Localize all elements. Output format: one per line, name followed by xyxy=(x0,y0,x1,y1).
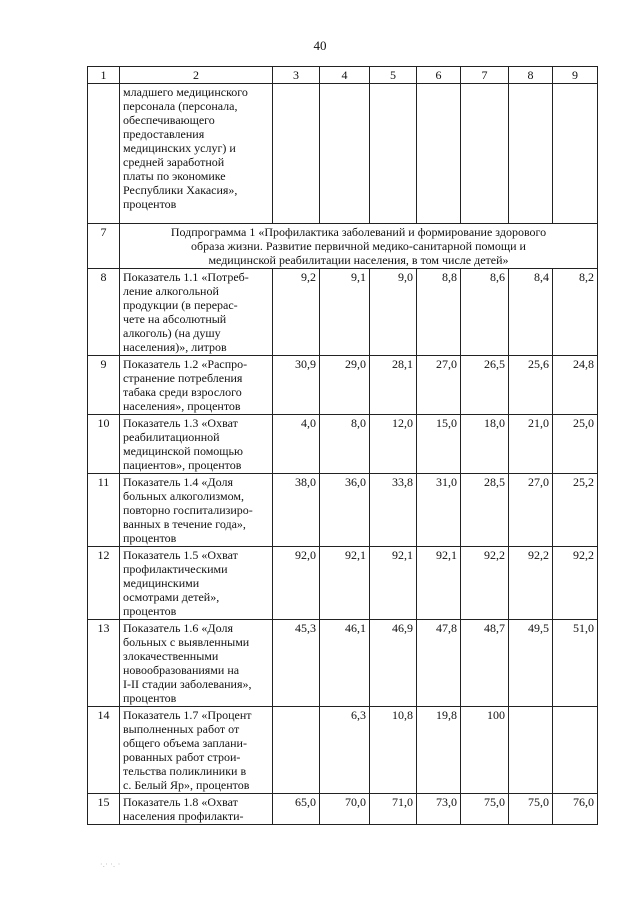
indicator-row xyxy=(88,269,598,356)
empty-cell xyxy=(273,84,320,224)
empty-cell xyxy=(461,84,509,224)
value-cell: 12,0 xyxy=(370,415,417,474)
value-cell: 92,1 xyxy=(417,547,461,620)
value-cell: 92,0 xyxy=(273,547,320,620)
value-cell: 27,0 xyxy=(417,356,461,415)
indicator-row xyxy=(88,356,598,415)
value-cell: 49,5 xyxy=(509,620,553,707)
continuation-text: младшего медицинского персонала (персонала, обеспечивающего предоставления медицинских услуг) и средней заработной платы по экономике Республики Хакасия», процентов xyxy=(120,84,273,224)
value-cell: 9,2 xyxy=(273,269,320,356)
column-header: 3 xyxy=(273,67,320,84)
column-header: 8 xyxy=(509,67,553,84)
scan-artifact: ·.· ·. · xyxy=(100,860,121,869)
value-cell: 92,1 xyxy=(370,547,417,620)
column-header: 4 xyxy=(320,67,370,84)
value-cell: 25,2 xyxy=(553,474,598,547)
value-cell: 6,3 xyxy=(320,707,370,794)
value-cell: 21,0 xyxy=(509,415,553,474)
indicator-row xyxy=(88,547,598,620)
value-cell: 38,0 xyxy=(273,474,320,547)
value-cell: 31,0 xyxy=(417,474,461,547)
column-header: 9 xyxy=(553,67,598,84)
row-number: 15 xyxy=(88,794,120,825)
row-number: 10 xyxy=(88,415,120,474)
value-cell: 26,5 xyxy=(461,356,509,415)
value-cell: 25,6 xyxy=(509,356,553,415)
indicator-name: Показатель 1.4 «Доля больных алкоголизмом, повторно госпитализиро- ванных в течение года», процентов xyxy=(120,474,273,547)
value-cell: 33,8 xyxy=(370,474,417,547)
indicator-name: Показатель 1.7 «Процент выполненных работ от общего объема заплани- рованных работ строи- тельства поликлиники в с. Белый Яр», процентов xyxy=(120,707,273,794)
header-row xyxy=(88,67,598,84)
row-number-cell xyxy=(88,84,120,224)
indicator-name: Показатель 1.1 «Потреб- ление алкогольной продукции (в перерас- чете на абсолютный алкоголь) (на душу населения)», литров xyxy=(120,269,273,356)
row-number: 8 xyxy=(88,269,120,356)
value-cell: 75,0 xyxy=(509,794,553,825)
value-cell: 47,8 xyxy=(417,620,461,707)
value-cell: 46,1 xyxy=(320,620,370,707)
column-header: 2 xyxy=(120,67,273,84)
value-cell: 28,5 xyxy=(461,474,509,547)
row-number: 13 xyxy=(88,620,120,707)
value-cell: 9,1 xyxy=(320,269,370,356)
indicator-row xyxy=(88,794,598,825)
value-cell: 75,0 xyxy=(461,794,509,825)
value-cell: 18,0 xyxy=(461,415,509,474)
value-cell: 48,7 xyxy=(461,620,509,707)
value-cell xyxy=(553,707,598,794)
column-header: 7 xyxy=(461,67,509,84)
value-cell: 19,8 xyxy=(417,707,461,794)
value-cell: 8,8 xyxy=(417,269,461,356)
value-cell: 8,4 xyxy=(509,269,553,356)
value-cell: 24,8 xyxy=(553,356,598,415)
subprogram-title: Подпрограмма 1 «Профилактика заболеваний и формирование здорового образа жизни. Развитие первичной медико-санитарной помощи и медицинской реабилитации населения, в том числе детей» xyxy=(120,224,598,269)
indicator-name: Показатель 1.3 «Охват реабилитационной медицинской помощью пациентов», процентов xyxy=(120,415,273,474)
value-cell: 27,0 xyxy=(509,474,553,547)
column-header: 1 xyxy=(88,67,120,84)
indicator-name: Показатель 1.8 «Охват населения профилакти- xyxy=(120,794,273,825)
value-cell: 73,0 xyxy=(417,794,461,825)
row-number: 9 xyxy=(88,356,120,415)
value-cell: 9,0 xyxy=(370,269,417,356)
empty-cell xyxy=(417,84,461,224)
value-cell: 92,1 xyxy=(320,547,370,620)
value-cell: 8,6 xyxy=(461,269,509,356)
indicator-row xyxy=(88,415,598,474)
empty-cell xyxy=(320,84,370,224)
indicator-row xyxy=(88,707,598,794)
indicator-name: Показатель 1.6 «Доля больных с выявленными злокачественными новообразованиями на I-II стадии заболевания», процентов xyxy=(120,620,273,707)
value-cell: 30,9 xyxy=(273,356,320,415)
value-cell: 25,0 xyxy=(553,415,598,474)
value-cell: 29,0 xyxy=(320,356,370,415)
value-cell: 4,0 xyxy=(273,415,320,474)
value-cell: 8,2 xyxy=(553,269,598,356)
value-cell: 46,9 xyxy=(370,620,417,707)
indicator-row xyxy=(88,620,598,707)
indicator-row xyxy=(88,474,598,547)
indicator-name: Показатель 1.5 «Охват профилактическими медицинскими осмотрами детей», процентов xyxy=(120,547,273,620)
value-cell: 28,1 xyxy=(370,356,417,415)
value-cell: 36,0 xyxy=(320,474,370,547)
column-header: 5 xyxy=(370,67,417,84)
value-cell: 71,0 xyxy=(370,794,417,825)
empty-cell xyxy=(509,84,553,224)
value-cell: 51,0 xyxy=(553,620,598,707)
column-header: 6 xyxy=(417,67,461,84)
value-cell: 15,0 xyxy=(417,415,461,474)
indicator-name: Показатель 1.2 «Распро- странение потребления табака среди взрослого населения», процентов xyxy=(120,356,273,415)
value-cell xyxy=(273,707,320,794)
value-cell: 70,0 xyxy=(320,794,370,825)
value-cell: 92,2 xyxy=(461,547,509,620)
page-number: 40 xyxy=(313,38,327,53)
value-cell: 92,2 xyxy=(509,547,553,620)
value-cell: 76,0 xyxy=(553,794,598,825)
value-cell: 45,3 xyxy=(273,620,320,707)
row-number: 7 xyxy=(88,224,120,269)
value-cell: 100 xyxy=(461,707,509,794)
indicators-table xyxy=(87,66,598,825)
empty-cell xyxy=(553,84,598,224)
value-cell: 10,8 xyxy=(370,707,417,794)
value-cell xyxy=(509,707,553,794)
value-cell: 65,0 xyxy=(273,794,320,825)
row-number: 11 xyxy=(88,474,120,547)
empty-cell xyxy=(370,84,417,224)
subprogram-row xyxy=(88,224,598,269)
continuation-row xyxy=(88,84,598,224)
value-cell: 8,0 xyxy=(320,415,370,474)
value-cell: 92,2 xyxy=(553,547,598,620)
row-number: 14 xyxy=(88,707,120,794)
row-number: 12 xyxy=(88,547,120,620)
